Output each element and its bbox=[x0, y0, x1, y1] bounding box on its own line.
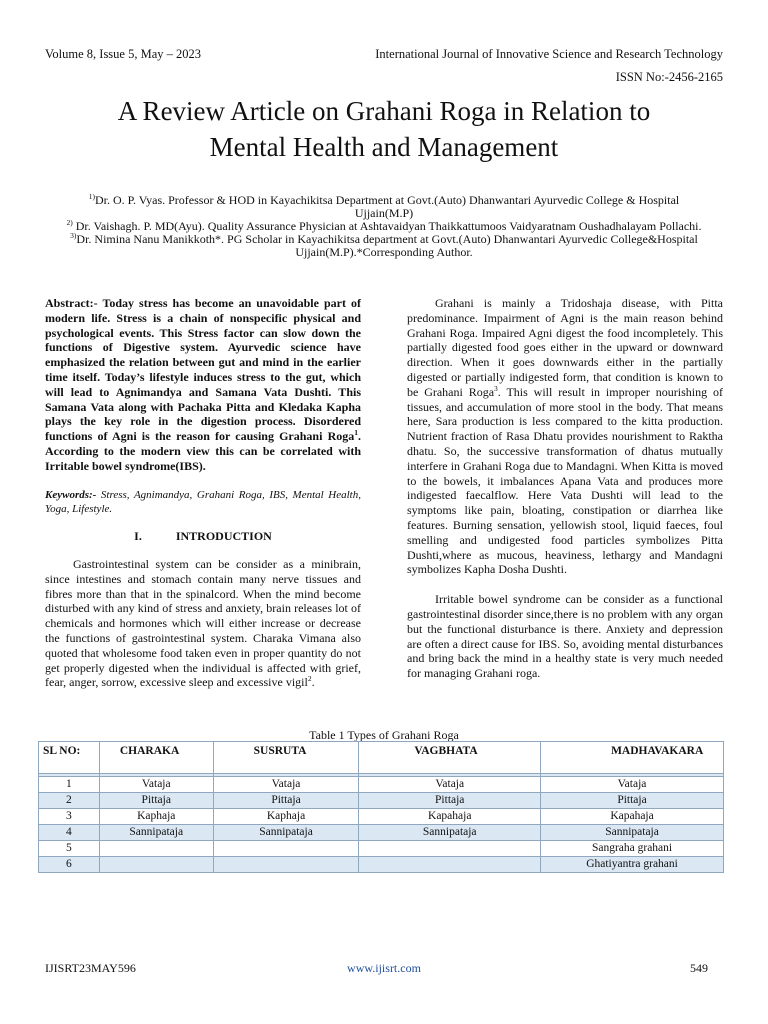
running-header-journal: International Journal of Innovative Science and Research Technology bbox=[375, 47, 723, 61]
author-1-line-1: Dr. O. P. Vyas. Professor & HOD in Kayachikitsa Department at Govt.(Auto) Dhanwantari Ayurvedic College & Hospital bbox=[95, 193, 680, 207]
table-cell bbox=[99, 857, 213, 873]
table-cell: Kaphaja bbox=[213, 809, 359, 825]
table-cell: Vataja bbox=[213, 777, 359, 793]
table-cell: Pittaja bbox=[99, 793, 213, 809]
footer-page-number: 549 bbox=[690, 961, 708, 975]
table-header-cell: MADHAVAKARA bbox=[541, 742, 724, 774]
abstract-text-end: . According to the modern view this can be correlated with Irritable bowel syndrome(IBS). bbox=[45, 429, 361, 473]
table-header-row bbox=[39, 742, 724, 774]
abstract bbox=[45, 296, 361, 474]
issn-label: ISSN No:-2456-2165 bbox=[615, 70, 723, 84]
table-cell: Ghatiyantra grahani bbox=[541, 857, 724, 873]
table-cell: Kaphaja bbox=[99, 809, 213, 825]
table-header-cell: VAGBHATA bbox=[359, 742, 541, 774]
paper-title-line-1: A Review Article on Grahani Roga in Relation to bbox=[117, 96, 651, 126]
ibs-paragraph: Irritable bowel syndrome can be consider as a functional gastrointestinal disorder since,there is no problem with any organ but the functional disturbance is there. Anxiety and depression are often a direct cause for IBS. So, avoiding mental disturbances and bring back the mind in a healthy state is very much needed for managing Grahani roga. bbox=[407, 592, 723, 681]
table-cell: Sangraha grahani bbox=[541, 841, 724, 857]
table-cell: 4 bbox=[39, 825, 100, 841]
table-cell: 2 bbox=[39, 793, 100, 809]
footer-link-wrapper bbox=[0, 961, 768, 976]
intro-paragraph-text: Gastrointestinal system can be consider as a minibrain, since intestines and stomach contain many nerve tissues and fibres more than that in the spinalcord. When the mind become disturbed with any kind of stress and anxiety, brain releases lot of chemicals and hormones which will either increase or decrease the functions of gastrointestinal system. Charaka Vimana also quoted that wholesome food taken even in proper quantity do not get properly digested when the individual is affected with grief, fear, anger, sorrow, excessive sleep and excessive vigil bbox=[45, 556, 361, 690]
table-row bbox=[39, 793, 724, 809]
section-heading-introduction bbox=[45, 529, 361, 544]
author-2-affil-mark: 2) bbox=[66, 218, 73, 227]
author-3-affil-mark: 3) bbox=[70, 231, 77, 240]
table-header-cell: SUSRUTA bbox=[213, 742, 359, 774]
table-cell bbox=[213, 857, 359, 873]
grahani-citation-3: 3 bbox=[494, 383, 498, 393]
table-cell: Pittaja bbox=[541, 793, 724, 809]
table-row bbox=[39, 809, 724, 825]
table-cell bbox=[213, 841, 359, 857]
grahani-paragraph-end: . This will result in improper nourishing of tissues, and accumulation of more stool in the body. That means here, Sara production is less compared to the kitta production. Nutrient fraction of Rasa Dhatu provides nourishment to Raktha dhatu. So, the successive transformation of dhatus mutually interfere in Grahani Roga due to Mandagni. When Kitta is moved to the bowels, it imbalances Apana Vata and produces more indigested faecalflow. Here Vata Dushti will lead to the symptoms like pain, bloating, constipation or diarrhea like features. Burning sensation, yellowish stool, liquid faeces, foul smelling and undigested food particles symbolizes Pitta Dushti,where as mucous, heaviness, lethargy and Mandagni symbolizes Kapha Dosha Dushti. bbox=[407, 384, 723, 577]
table-header-cell: CHARAKA bbox=[99, 742, 213, 774]
right-column bbox=[407, 296, 723, 681]
table-cell: Sannipataja bbox=[213, 825, 359, 841]
author-list bbox=[40, 194, 728, 259]
table-cell: 1 bbox=[39, 777, 100, 793]
intro-citation-2: 2 bbox=[307, 674, 312, 684]
table-cell: Vataja bbox=[359, 777, 541, 793]
table-cell: Vataja bbox=[541, 777, 724, 793]
author-1-line-2: Ujjain(M.P) bbox=[354, 206, 414, 220]
table-cell bbox=[99, 841, 213, 857]
grahani-paragraph-text: Grahani is mainly a Tridoshaja disease, with Pitta predominance. Impairment of Agni is the main reason behind Grahani Roga. Impaired Agni digest the food incompletely. This partially digested food goes either in the upward or downward direction. When it goes downwards either in the partially digested or partially indigested form, that condition is known to be Grahani Roga bbox=[407, 296, 723, 399]
keywords-text: Stress, Agnimandya, Grahani Roga, IBS, Mental Health, Yoga, Lifestyle. bbox=[45, 488, 361, 516]
left-column bbox=[45, 296, 361, 690]
paper-title-line-2: Mental Health and Management bbox=[209, 132, 559, 162]
table-cell bbox=[359, 857, 541, 873]
table-row bbox=[39, 777, 724, 793]
table-cell: Pittaja bbox=[213, 793, 359, 809]
table-cell: 3 bbox=[39, 809, 100, 825]
intro-paragraph-end: . bbox=[311, 675, 315, 690]
table-header-cell: SL NO: bbox=[39, 742, 100, 774]
table-cell: 5 bbox=[39, 841, 100, 857]
section-number: I. bbox=[134, 529, 142, 544]
keywords bbox=[45, 488, 361, 518]
author-1-affil-mark: 1) bbox=[88, 192, 95, 201]
abstract-citation-1: 1 bbox=[354, 428, 358, 438]
table-cell: Vataja bbox=[99, 777, 213, 793]
table-cell: Kapahaja bbox=[541, 809, 724, 825]
table-row bbox=[39, 825, 724, 841]
keywords-label: Keywords:- bbox=[45, 488, 97, 501]
footer-journal-link[interactable]: www.ijisrt.com bbox=[347, 961, 421, 975]
abstract-text: Abstract:- Today stress has become an unavoidable part of modern life. Stress is a chain of nonspecific physical and psychological events. This Stress factor can slow down the functions of Digestive system. Ayurvedic science have emphasized the relation between gut and mind in the earlier time itself. Today’s lifestyle induces stress to the gut, which will lead to Agnimandya and Samana Vata Dushti. This Samana Vata along with Pachaka Pitta and Kledaka Kapha plays the key role in the digestion process. Disordered functions of Agni is the reason for causing Grahani Roga bbox=[45, 296, 361, 444]
intro-paragraph bbox=[45, 557, 361, 690]
table-row bbox=[39, 857, 724, 873]
table-cell: Kapahaja bbox=[359, 809, 541, 825]
table-cell: Pittaja bbox=[359, 793, 541, 809]
table-cell: 6 bbox=[39, 857, 100, 873]
section-title: INTRODUCTION bbox=[175, 529, 272, 544]
paper-title bbox=[40, 93, 728, 165]
author-3-line-2: Ujjain(M.P).*Corresponding Author. bbox=[295, 245, 473, 259]
author-3-line-1: Dr. Nimina Nanu Manikkoth*. PG Scholar in Kayachikitsa department at Govt.(Auto) Dhanwantari Ayurvedic College&Hospital bbox=[76, 232, 698, 246]
footer-paper-code: IJISRT23MAY596 bbox=[45, 961, 136, 975]
running-header-volume: Volume 8, Issue 5, May – 2023 bbox=[45, 47, 202, 61]
table-cell: Sannipataja bbox=[359, 825, 541, 841]
author-2-text: Dr. Vaishagh. P. MD(Ayu). Quality Assurance Physician at Ashtavaidyan Thaikkattumoos Vaidyaratnam Oushadhalayam Pollachi. bbox=[72, 219, 702, 233]
table-cell: Sannipataja bbox=[541, 825, 724, 841]
table-caption: Table 1 Types of Grahani Roga bbox=[309, 728, 459, 742]
grahani-paragraph bbox=[407, 296, 723, 577]
table-cell bbox=[359, 841, 541, 857]
table-cell: Sannipataja bbox=[99, 825, 213, 841]
table-row bbox=[39, 841, 724, 857]
grahani-types-table bbox=[38, 741, 724, 873]
